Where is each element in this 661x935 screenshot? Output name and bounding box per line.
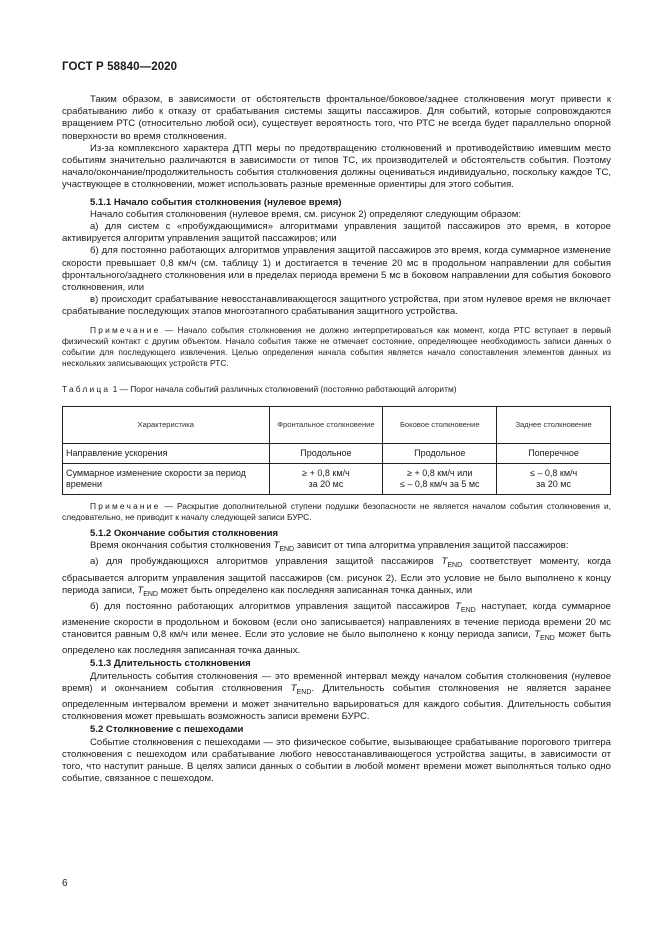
text-run: наступает, когда суммарное изменение скорости в продольном и боковом (если оно записывается) направлениях в течение периода времени 20 мс становится равным 0,8 км/ч или менее. Если это условие не было выполнено к концу периода записи, [62, 600, 611, 641]
paragraph: Таким образом, в зависимости от обстоятельств фронтальное/боковое/заднее столкновения могут привести к срабатыванию либо к отказу от срабатывания системы защиты пассажиров. Для событий, которые сопровождаются вращением РТС (относительно любой оси), существует вероятность того, что РТС не всегда будет параллельно опорной поверхности во время столкновения. [62, 94, 611, 142]
symbol: T [273, 540, 280, 552]
t-end-symbol [455, 601, 476, 612]
paragraph: Событие столкновения с пешеходами — это физическое событие, вызывающее срабатывание порогового триггера столкновения с пешеходом или срабатывание любого невосстанавливающегося устройства защиты, в зависимости от того, что наступит раньше. В целях записи данных о событии в любой момент времени может выполняться только одно событие, связанное с пешеходом. [62, 736, 611, 785]
paragraph: Из-за комплексного характера ДТП меры по предотвращению столкновений и противодействию имевшим место событиям значительно различаются в зависимости от типов ТС, их производителей и обстоятельств события. Поэтому начало/окончание/продолжительность события столкновения должны оцениваться индивидуально, поскольку каждое ТС, участвующее в столкновении, может использовать разные временные ориентиры для этого события. [62, 142, 611, 191]
table-row [63, 443, 611, 463]
table-cell: Суммарное изменение скорости за период времени [63, 463, 270, 494]
symbol-subscript: END [447, 562, 463, 570]
text-run: может быть определено как последняя записанная точка данных. [62, 629, 611, 657]
table-caption-label: Таблица [62, 384, 111, 395]
page-number: 6 [62, 878, 68, 889]
symbol: T [455, 600, 461, 612]
page-header: ГОСТ Р 58840—2020 [62, 61, 178, 73]
table-header-cell: Фронтальное столкновение [269, 406, 383, 443]
note [62, 325, 611, 370]
paragraph [62, 540, 611, 556]
table-row [63, 463, 611, 494]
table-cell: ≤ – 0,8 км/ч за 20 мс [497, 463, 611, 494]
symbol: T [534, 629, 541, 641]
symbol-subscript: END [279, 546, 295, 554]
text-run: . Длительность события столкновения не является заранее определенным интервалом времени и может значительно варьироваться для каждого события. Длительность события столкновения может превышать возможность записи времени БУРС. [62, 682, 612, 723]
text-run: может быть определено как последняя записанная точка данных, или [157, 584, 473, 596]
paragraph: Начало события столкновения (нулевое время, см. рисунок 2) определяют следующим образом: [90, 208, 521, 220]
text-run: соответствует моменту, когда сбрасывается алгоритм управления защитой пассажиров (см. рисунок 2). Если это условие не было выполнено к концу периода записи, [62, 556, 611, 596]
table-header-row [63, 406, 611, 443]
list-item: б) для постоянно работающих алгоритмов управления защитой пассажиров это время, когда суммарное изменение скорости превышает 0,8 км/ч (см. таблицу 1) и достигается в течение 20 мс в продольном направлении для события фронтального/заднего столкновения или в пределах периода времени 5 мс в боковом направлении для события бокового столкновения, или [62, 245, 611, 294]
note-text: — Раскрытие дополнительной ступени подушки безопасности не является началом события столкновения и, следовательно, не приводит к началу следующей записи БУРС. [62, 500, 611, 522]
section-heading: 5.2 Столкновение с пешеходами [90, 724, 244, 736]
note [62, 501, 611, 523]
list-item [62, 556, 611, 600]
section-heading: 5.1.2 Окончание события столкновения [90, 528, 279, 540]
table-header-cell: Заднее столкновение [497, 406, 611, 443]
table-header-cell: Боковое столкновение [383, 406, 497, 443]
list-item [62, 601, 611, 658]
list-item: в) происходит срабатывание невосстанавливающегося защитного устройства, при этом нулевое время не включает срабатывание последующих этапов многоэтапного срабатывания защитного устройства. [62, 294, 611, 318]
note-text: — Начало события столкновения не должно интерпретироваться как момент, когда РТС вступает в первый физический контакт с другим объектом. Начало события также не отмечает состояние, определяющее необходимость записи данных о событии для последующего извлечения. Целью определения начала события является начало сопоставления элементов данных из нескольких записывающих устройств РТС. [62, 324, 611, 369]
note-label: Примечание [90, 500, 161, 511]
page-content [62, 94, 611, 785]
symbol: T [441, 556, 448, 568]
text-run: Длительность события столкновения — это временной интервал между началом события столкновения (нулевое время) и окончанием события столкновения [62, 670, 611, 694]
table-cell: Продольное [269, 443, 383, 463]
t-end-symbol [137, 585, 158, 596]
symbol-subscript: END [540, 635, 555, 643]
symbol-subscript: END [460, 606, 476, 614]
list-item: а) для систем с «пробуждающимися» алгоритмами управления защитой пассажиров это время, в которое активируется алгоритм управления защитой пассажиров; или [62, 221, 611, 245]
table-cell: ≥ + 0,8 км/ч за 20 мс [269, 463, 383, 494]
table-cell: Поперечное [497, 443, 611, 463]
text-run: а) для пробуждающихся алгоритмов управления защитой пассажиров [90, 556, 442, 568]
table-cell: Продольное [383, 443, 497, 463]
t-end-symbol [441, 556, 463, 570]
text-run: Время окончания события столкновения [90, 540, 274, 552]
note-label: Примечание [90, 324, 161, 335]
table-caption-text: 1 — Порог начала событий различных столкновений (постоянно работающий алгоритм) [110, 384, 457, 395]
t-end-symbol [534, 629, 555, 643]
paragraph [62, 671, 611, 724]
t-end-symbol [273, 540, 295, 554]
section-heading: 5.1.1 Начало события столкновения (нулевое время) [90, 196, 342, 208]
symbol-subscript: END [296, 688, 312, 696]
text-run: зависит от типа алгоритма управления защитой пассажиров: [294, 540, 569, 552]
table-header-cell: Характеристика [63, 406, 270, 443]
text-run: б) для постоянно работающих алгоритмов управления защитой пассажиров [90, 600, 456, 612]
symbol: T [290, 682, 297, 694]
section-heading: 5.1.3 Длительность столкновения [90, 658, 251, 670]
table-cell: ≥ + 0,8 км/ч или ≤ – 0,8 км/ч за 5 мс [383, 463, 497, 494]
threshold-table [62, 406, 611, 495]
table-caption [62, 383, 611, 395]
symbol-subscript: END [143, 590, 158, 598]
symbol: T [137, 584, 144, 596]
t-end-symbol [291, 683, 312, 694]
table-cell: Направление ускорения [63, 443, 270, 463]
